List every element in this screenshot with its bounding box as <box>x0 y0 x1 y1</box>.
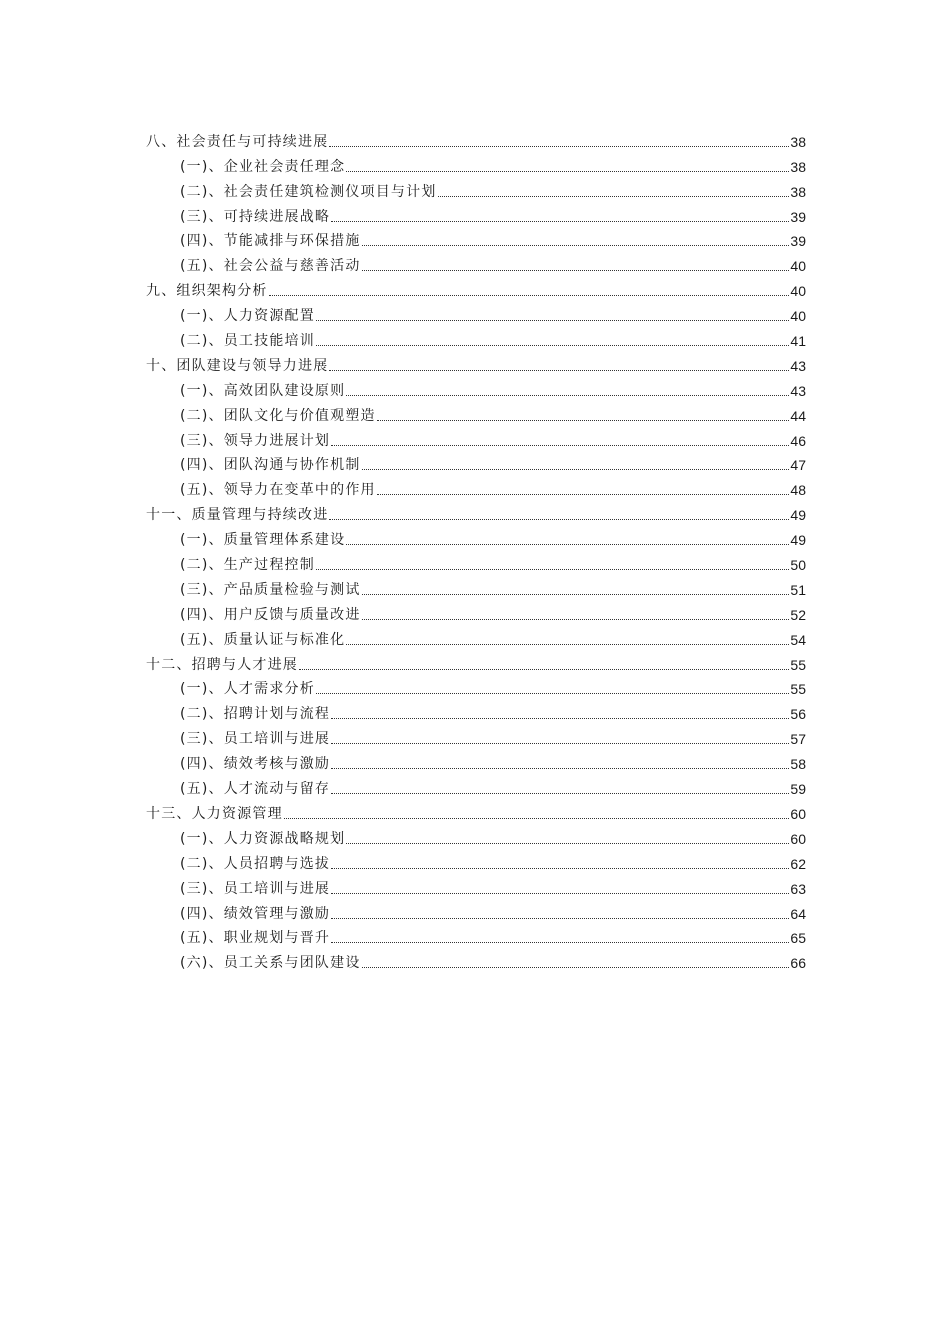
toc-entry-title: (三)、可持续进展战略 <box>180 208 331 225</box>
toc-page-number: 60 <box>790 830 806 847</box>
toc-page-number: 55 <box>790 656 806 673</box>
toc-entry-title: (三)、领导力进展计划 <box>180 432 331 449</box>
toc-section-entry[interactable] <box>146 325 806 350</box>
toc-dot-leader <box>346 843 789 844</box>
toc-dot-leader <box>377 494 790 495</box>
toc-page-number: 59 <box>790 781 806 798</box>
toc-section-entry[interactable] <box>146 748 806 773</box>
toc-page-number: 44 <box>790 407 806 424</box>
toc-section-entry[interactable] <box>146 947 806 972</box>
toc-entry-title: (四)、绩效考核与激励 <box>180 756 331 773</box>
toc-entry-title: (二)、团队文化与价值观塑造 <box>180 407 376 424</box>
toc-page-number: 49 <box>790 507 806 524</box>
toc-page-number: 40 <box>790 258 806 275</box>
toc-chapter-entry[interactable] <box>146 350 806 375</box>
toc-entry-title: (五)、领导力在变革中的作用 <box>180 482 376 499</box>
toc-dot-leader <box>362 619 790 620</box>
toc-entry-title: (五)、人才流动与留存 <box>180 781 331 798</box>
toc-page-number: 46 <box>790 432 806 449</box>
toc-page-number: 43 <box>790 382 806 399</box>
toc-section-entry[interactable] <box>146 450 806 475</box>
toc-entry-title: (一)、人力资源战略规划 <box>180 830 346 847</box>
toc-chapter-entry[interactable] <box>146 499 806 524</box>
toc-entry-title: (一)、高效团队建设原则 <box>180 382 346 399</box>
toc-entry-title: (三)、员工培训与进展 <box>180 880 331 897</box>
toc-section-entry[interactable] <box>146 474 806 499</box>
toc-page-number: 55 <box>790 681 806 698</box>
toc-entry-title: (四)、团队沟通与协作机制 <box>180 457 361 474</box>
toc-dot-leader <box>377 420 790 421</box>
toc-page-number: 40 <box>790 283 806 300</box>
toc-entry-title: 九、组织架构分析 <box>146 283 268 300</box>
toc-dot-leader <box>331 718 789 719</box>
toc-section-entry[interactable] <box>146 848 806 873</box>
toc-entry-title: (一)、企业社会责任理念 <box>180 158 346 175</box>
toc-section-entry[interactable] <box>146 524 806 549</box>
toc-section-entry[interactable] <box>146 176 806 201</box>
toc-section-entry[interactable] <box>146 574 806 599</box>
toc-dot-leader <box>316 320 789 321</box>
toc-page-number: 58 <box>790 756 806 773</box>
toc-page-number: 63 <box>790 880 806 897</box>
toc-section-entry[interactable] <box>146 400 806 425</box>
toc-entry-title: (二)、生产过程控制 <box>180 557 315 574</box>
toc-section-entry[interactable] <box>146 300 806 325</box>
toc-page-number: 65 <box>790 930 806 947</box>
toc-dot-leader <box>331 918 789 919</box>
toc-page-number: 60 <box>790 805 806 822</box>
toc-dot-leader <box>329 519 789 520</box>
toc-entry-title: (三)、员工培训与进展 <box>180 731 331 748</box>
toc-dot-leader <box>362 967 790 968</box>
toc-entry-title: (一)、质量管理体系建设 <box>180 532 346 549</box>
toc-page-number: 49 <box>790 532 806 549</box>
toc-page-number: 56 <box>790 706 806 723</box>
toc-entry-title: (二)、社会责任建筑检测仪项目与计划 <box>180 183 437 200</box>
toc-page-number: 38 <box>790 133 806 150</box>
toc-dot-leader <box>299 669 789 670</box>
toc-dot-leader <box>331 893 789 894</box>
toc-section-entry[interactable] <box>146 375 806 400</box>
toc-entry-title: (四)、用户反馈与质量改进 <box>180 606 361 623</box>
toc-page-number: 39 <box>790 233 806 250</box>
toc-section-entry[interactable] <box>146 823 806 848</box>
toc-section-entry[interactable] <box>146 898 806 923</box>
toc-page-number: 62 <box>790 855 806 872</box>
toc-page-number: 48 <box>790 482 806 499</box>
toc-chapter-entry[interactable] <box>146 126 806 151</box>
toc-page-number: 41 <box>790 333 806 350</box>
toc-section-entry[interactable] <box>146 923 806 948</box>
toc-dot-leader <box>331 793 789 794</box>
toc-dot-leader <box>331 445 789 446</box>
toc-entry-title: (六)、员工关系与团队建设 <box>180 955 361 972</box>
toc-section-entry[interactable] <box>146 151 806 176</box>
toc-section-entry[interactable] <box>146 698 806 723</box>
toc-dot-leader <box>331 221 789 222</box>
toc-dot-leader <box>362 594 790 595</box>
toc-chapter-entry[interactable] <box>146 798 806 823</box>
toc-section-entry[interactable] <box>146 873 806 898</box>
toc-entry-title: 十三、人力资源管理 <box>146 805 283 822</box>
toc-page-number: 38 <box>790 183 806 200</box>
toc-dot-leader <box>329 370 789 371</box>
toc-entry-title: (五)、职业规划与晋升 <box>180 930 331 947</box>
toc-section-entry[interactable] <box>146 226 806 251</box>
toc-page-number: 52 <box>790 606 806 623</box>
toc-dot-leader <box>316 693 789 694</box>
toc-dot-leader <box>362 469 790 470</box>
toc-page-number: 39 <box>790 208 806 225</box>
toc-section-entry[interactable] <box>146 250 806 275</box>
table-of-contents <box>146 126 806 972</box>
toc-section-entry[interactable] <box>146 425 806 450</box>
toc-entry-title: (五)、社会公益与慈善活动 <box>180 258 361 275</box>
toc-entry-title: (一)、人才需求分析 <box>180 681 315 698</box>
toc-dot-leader <box>331 868 789 869</box>
toc-dot-leader <box>269 295 790 296</box>
toc-entry-title: 八、社会责任与可持续进展 <box>146 133 329 150</box>
toc-page-number: 47 <box>790 457 806 474</box>
toc-section-entry[interactable] <box>146 549 806 574</box>
toc-entry-title: (五)、质量认证与标准化 <box>180 631 346 648</box>
toc-dot-leader <box>316 569 789 570</box>
toc-dot-leader <box>362 245 790 246</box>
toc-dot-leader <box>346 544 789 545</box>
toc-dot-leader <box>346 171 789 172</box>
toc-dot-leader <box>316 345 789 346</box>
toc-section-entry[interactable] <box>146 723 806 748</box>
toc-entry-title: (四)、绩效管理与激励 <box>180 905 331 922</box>
toc-page-number: 54 <box>790 631 806 648</box>
toc-section-entry[interactable] <box>146 773 806 798</box>
toc-entry-title: (二)、招聘计划与流程 <box>180 706 331 723</box>
toc-dot-leader <box>362 270 790 271</box>
toc-page-number: 50 <box>790 557 806 574</box>
toc-page-number: 66 <box>790 955 806 972</box>
toc-page-number: 38 <box>790 158 806 175</box>
toc-entry-title: (三)、产品质量检验与测试 <box>180 581 361 598</box>
toc-page-number: 51 <box>790 581 806 598</box>
toc-entry-title: 十、团队建设与领导力进展 <box>146 357 329 374</box>
toc-section-entry[interactable] <box>146 674 806 699</box>
toc-page-number: 40 <box>790 308 806 325</box>
toc-dot-leader <box>346 644 789 645</box>
toc-dot-leader <box>329 146 789 147</box>
toc-section-entry[interactable] <box>146 201 806 226</box>
toc-entry-title: (一)、人力资源配置 <box>180 308 315 325</box>
toc-dot-leader <box>331 743 789 744</box>
toc-section-entry[interactable] <box>146 599 806 624</box>
toc-entry-title: (二)、员工技能培训 <box>180 333 315 350</box>
toc-dot-leader <box>438 196 790 197</box>
toc-entry-title: (二)、人员招聘与选拔 <box>180 855 331 872</box>
toc-page-number: 57 <box>790 731 806 748</box>
toc-dot-leader <box>346 395 789 396</box>
toc-page-number: 43 <box>790 357 806 374</box>
toc-dot-leader <box>331 768 789 769</box>
toc-dot-leader <box>331 942 789 943</box>
toc-entry-title: 十一、质量管理与持续改进 <box>146 507 329 524</box>
toc-chapter-entry[interactable] <box>146 649 806 674</box>
toc-page-number: 64 <box>790 905 806 922</box>
toc-entry-title: (四)、节能减排与环保措施 <box>180 233 361 250</box>
toc-chapter-entry[interactable] <box>146 275 806 300</box>
toc-entry-title: 十二、招聘与人才进展 <box>146 656 298 673</box>
toc-dot-leader <box>284 818 790 819</box>
toc-section-entry[interactable] <box>146 624 806 649</box>
